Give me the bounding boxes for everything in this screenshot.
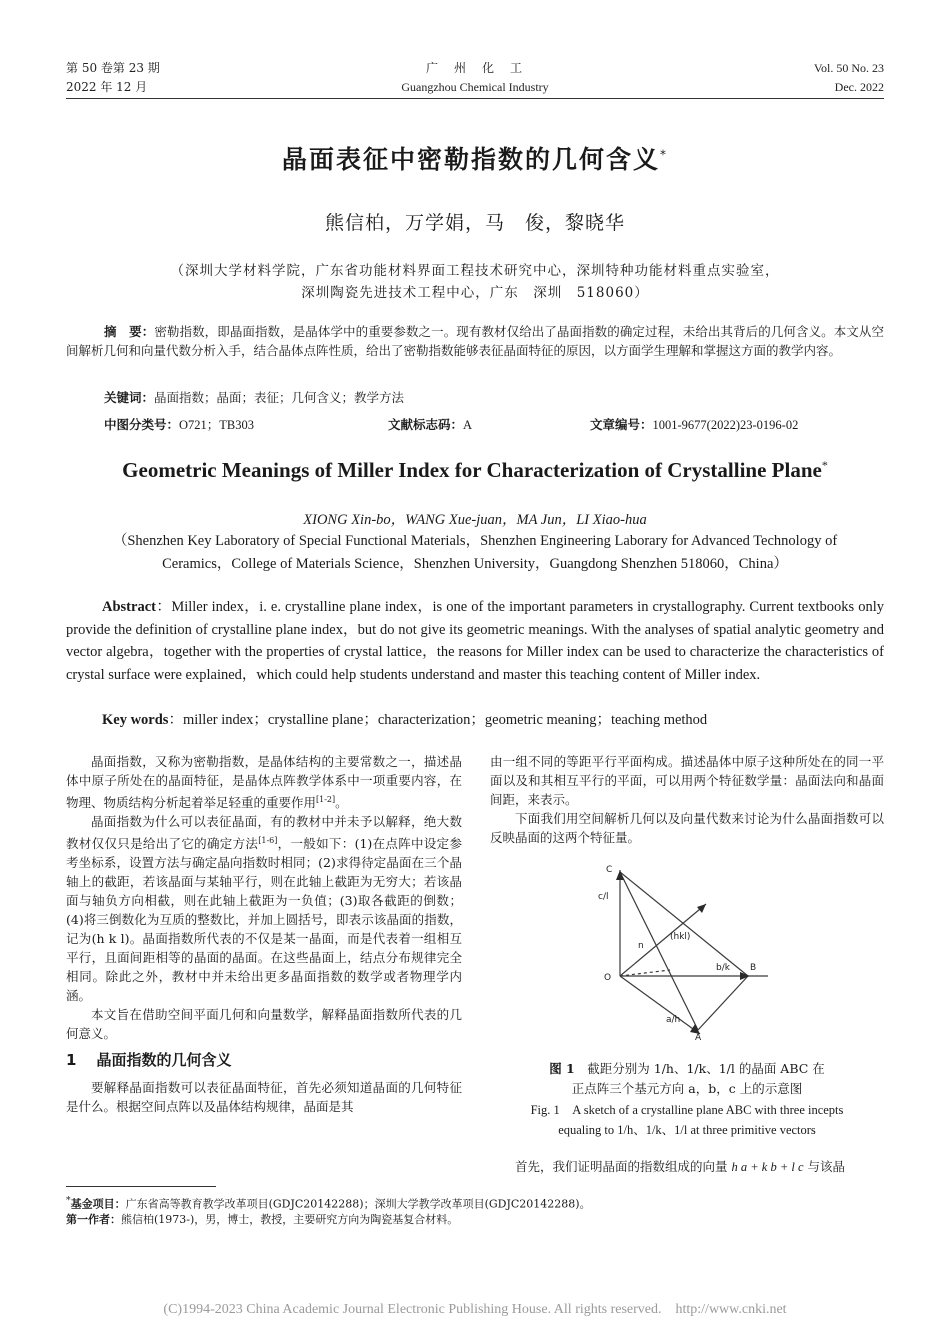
paragraph-text: 晶面指数为什么可以表征晶面，有的教材中并未予以解释，绝大数教材仅仅只是给出了它的确定方法 [66, 814, 462, 852]
caption-en-text: A sketch of a crystalline plane ABC with three incepts [572, 1103, 844, 1117]
keywords-en [102, 708, 884, 729]
title-en-footnote-mark: * [821, 458, 828, 472]
section-title: 晶面指数的几何含义 [96, 1051, 232, 1070]
paper-title-cn [0, 140, 950, 176]
affiliation-en-line1: （Shenzhen Key Laboratory of Special Functional Materials，Shenzhen Engineering Laborary for Advanced Technology of [112, 533, 838, 549]
figure-caption-cn [490, 1059, 884, 1099]
label-n: n [638, 941, 644, 951]
header-divider [66, 98, 884, 99]
body-paragraph [66, 812, 462, 1005]
caption-en-line1 [490, 1100, 884, 1120]
header-left [66, 60, 160, 95]
vector-expression: h a + k b + l c [731, 1160, 804, 1174]
normal-arrow-head [697, 904, 706, 913]
label-a-over-h: a/h [666, 1015, 681, 1025]
body-right-column [490, 752, 884, 847]
affiliation-en-line2: Ceramics，College of Materials Science，Shenzhen University，Guangdong Shenzhen 518060，China） [162, 556, 788, 572]
keywords-cn-label: 关键词： [104, 390, 155, 405]
paper-title-en [0, 458, 950, 483]
copyright-notice: (C)1994-2023 China Academic Journal Electronic Publishing House. All rights reserved. http://www.cnki.net [163, 1302, 787, 1317]
class-number [104, 415, 254, 435]
edge-ba [698, 976, 748, 1030]
keywords-cn [104, 388, 404, 407]
paragraph-text: 首先，我们证明晶面的指数组成的向量 [515, 1159, 732, 1174]
label-a: A [695, 1033, 702, 1040]
footnote-divider [66, 1186, 216, 1187]
date-en: Dec. 2022 [834, 80, 884, 94]
label-o: O [604, 973, 612, 983]
abstract-en-text: ：Miller index，i. e. crystalline plane index，is one of the important parameters in crystallography. Current textbooks only provide the definition of crystalline plane index，but do not give its geometric meanings. With the analyses of spatial analytic geometry and vector algebra，together with the properties of crystal lattice，the reasons for Miller index can be used to characterize the characteristics of crystal surface were explained，which could help students understand and master this teaching content of Miller index. [66, 599, 884, 683]
body-paragraph: 要解释晶面指数可以表征晶面特征，首先必须知道晶面的几何特征是什么。根据空间点阵以及晶体结构规律，晶面是其 [66, 1080, 462, 1115]
document-code-label: 文献标志码： [388, 417, 464, 432]
issue-date: 2022 年 12 月 [66, 80, 148, 94]
label-c-over-l: c/l [598, 892, 609, 902]
title-en-text: Geometric Meanings of Miller Index for Characterization of Crystalline Plane [122, 458, 822, 482]
abstract-cn [66, 322, 884, 360]
journal-name-cn: 广 州 化 工 [425, 61, 524, 75]
label-hkl: (hkl) [670, 932, 691, 942]
article-number-value: 1001-9677(2022)23-0196-02 [652, 418, 799, 432]
keywords-cn-text: 晶面指数；晶面；表征；几何含义；教学方法 [154, 390, 405, 405]
article-number-label: 文章编号： [590, 417, 653, 432]
label-b: B [750, 963, 757, 973]
body-paragraph: 下面我们用空间解析几何以及向量代数来讨论为什么晶面指数可以反映晶面的这两个特征量。 [490, 811, 884, 845]
paragraph-text: 与该晶 [803, 1159, 846, 1174]
affiliation-cn-line1: （深圳大学材料学院，广东省功能材料界面工程技术研究中心，深圳特种功能材料重点实验室， [170, 263, 780, 279]
section-heading [66, 1051, 462, 1070]
citation[interactable]: [1-6] [258, 836, 278, 846]
affiliation-en [66, 530, 884, 576]
figure-1-diagram [598, 862, 770, 1040]
authors-en: XIONG Xin-bo，WANG Xue-juan，MA Jun，LI Xiao-hua [303, 512, 647, 528]
abstract-cn-text: 密勒指数，即晶面指数，是晶体学中的重要参数之一。现有教材仅给出了晶面指数的确定过程，未给出其背后的几何含义。本文从空间解析几何和向量代数分析入手，结合晶体点阵性质，给出了密勒指数能够表征晶面特征的原因，以方面学生理解和掌握这方面的教学内容。 [66, 324, 884, 358]
volume-issue: 第 50 卷第 23 期 [66, 61, 160, 75]
header-right [814, 60, 884, 95]
edge-ca [620, 872, 698, 1030]
header-center [325, 60, 625, 95]
funding-text: 广东省高等教育教学改革项目(GDJC20142288)；深圳大学教学改革项目(GDJC20142288)。 [125, 1197, 591, 1211]
keywords-en-text: ：miller index；crystalline plane；characterization；geometric meaning；teaching method [168, 712, 708, 728]
caption-cn-line1 [490, 1059, 884, 1079]
document-code [388, 415, 472, 435]
volume-en: Vol. 50 No. 23 [813, 61, 884, 75]
normal-vector-n [620, 904, 706, 976]
article-number [590, 415, 798, 435]
paragraph-text: ，一般如下：(1)在点阵中设定参考坐标系，设置方法与确定晶向指数时相同；(2)求得待定晶面在三个晶轴上的截距，若该晶面与某轴平行，则在此轴上截距为无穷大；若该晶面与轴负方向相截，则在此轴上截距为一负值；(3)取各截距的倒数；(4)将三倒数化为互质的整数比，并加上圆括号，即表示该晶面的指数，记为(h k l)。晶面指数所代表的不仅是某一晶面，而是代表着一组相互平行，且面间距相等的晶面的晶面。在这些晶面上，结点分布规律完全相同。除此之外，教材中并未给出更多晶面指数的数学或者物理学内涵。 [66, 836, 462, 1004]
section-number: 1 [66, 1051, 77, 1070]
caption-cn-label: 图 1 [549, 1061, 575, 1076]
journal-name-en: Guangzhou Chemical Industry [401, 80, 549, 94]
first-author-text: 熊信柏(1973-)，男，博士，教授，主要研究方向为陶瓷基复合材料。 [121, 1213, 459, 1226]
body-paragraph [66, 752, 462, 812]
keywords-en-label: Key words [102, 712, 169, 728]
caption-en-line2: equaling to 1/h、1/k、1/l at three primitive vectors [558, 1123, 816, 1137]
body-paragraph: 本文旨在借助空间平面几何和向量数学，解释晶面指数所代表的几何意义。 [66, 1007, 462, 1042]
footnote-first-author [66, 1211, 884, 1228]
abstract-en-label: Abstract [102, 599, 156, 615]
body-left-column [66, 752, 462, 1116]
paragraph-text: 。 [335, 795, 348, 811]
paragraph-text: 晶面指数，又称为密勒指数，是晶体结构的主要常数之一，描述晶体中原子所处在的晶面特征，是晶体点阵教学体系中一项重要内容，在物理、物质结构分析起着举足轻重的重要作用 [66, 754, 462, 811]
label-c: C [606, 865, 613, 875]
funding-mark: * [66, 1195, 71, 1206]
class-number-value: O721；TB303 [179, 418, 255, 432]
abstract-en [66, 596, 884, 686]
caption-cn-line2: 正点阵三个基元方向 a，b，c 上的示意图 [571, 1081, 803, 1096]
funding-label: 基金项目： [70, 1197, 126, 1211]
figure-caption-en [490, 1100, 884, 1140]
caption-cn-text: 截距分别为 1/h、1/k、1/l 的晶面 ABC 在 [587, 1061, 825, 1076]
abstract-cn-label: 摘 要： [104, 324, 155, 339]
label-b-over-k: b/k [716, 963, 730, 973]
projection-line [620, 970, 670, 976]
first-author-label: 第一作者： [66, 1213, 121, 1226]
body-paragraph-vector [490, 1157, 884, 1177]
body-paragraph-continued: 由一组不同的等距平行平面构成。描述晶体中原子这种所处在的同一平面以及和其相互平行的平面，可以用两个特征数学量：晶面法向和晶面间距，来表示。 [490, 754, 884, 807]
authors-cn: 熊信柏，万学娟，马 俊，黎晓华 [324, 212, 625, 234]
affiliation-cn-line2: 深圳陶瓷先进技术工程中心，广东 深圳 518060） [301, 285, 649, 301]
document-code-value: A [463, 418, 473, 432]
a-axis [620, 976, 700, 1034]
title-footnote-mark: * [660, 147, 668, 162]
citation[interactable]: [1-2] [316, 795, 336, 804]
title-cn-text: 晶面表征中密勒指数的几何含义 [281, 145, 660, 174]
caption-en-label: Fig. 1 [530, 1103, 560, 1117]
class-number-label: 中图分类号： [104, 417, 180, 432]
footnote-funding [66, 1192, 884, 1213]
